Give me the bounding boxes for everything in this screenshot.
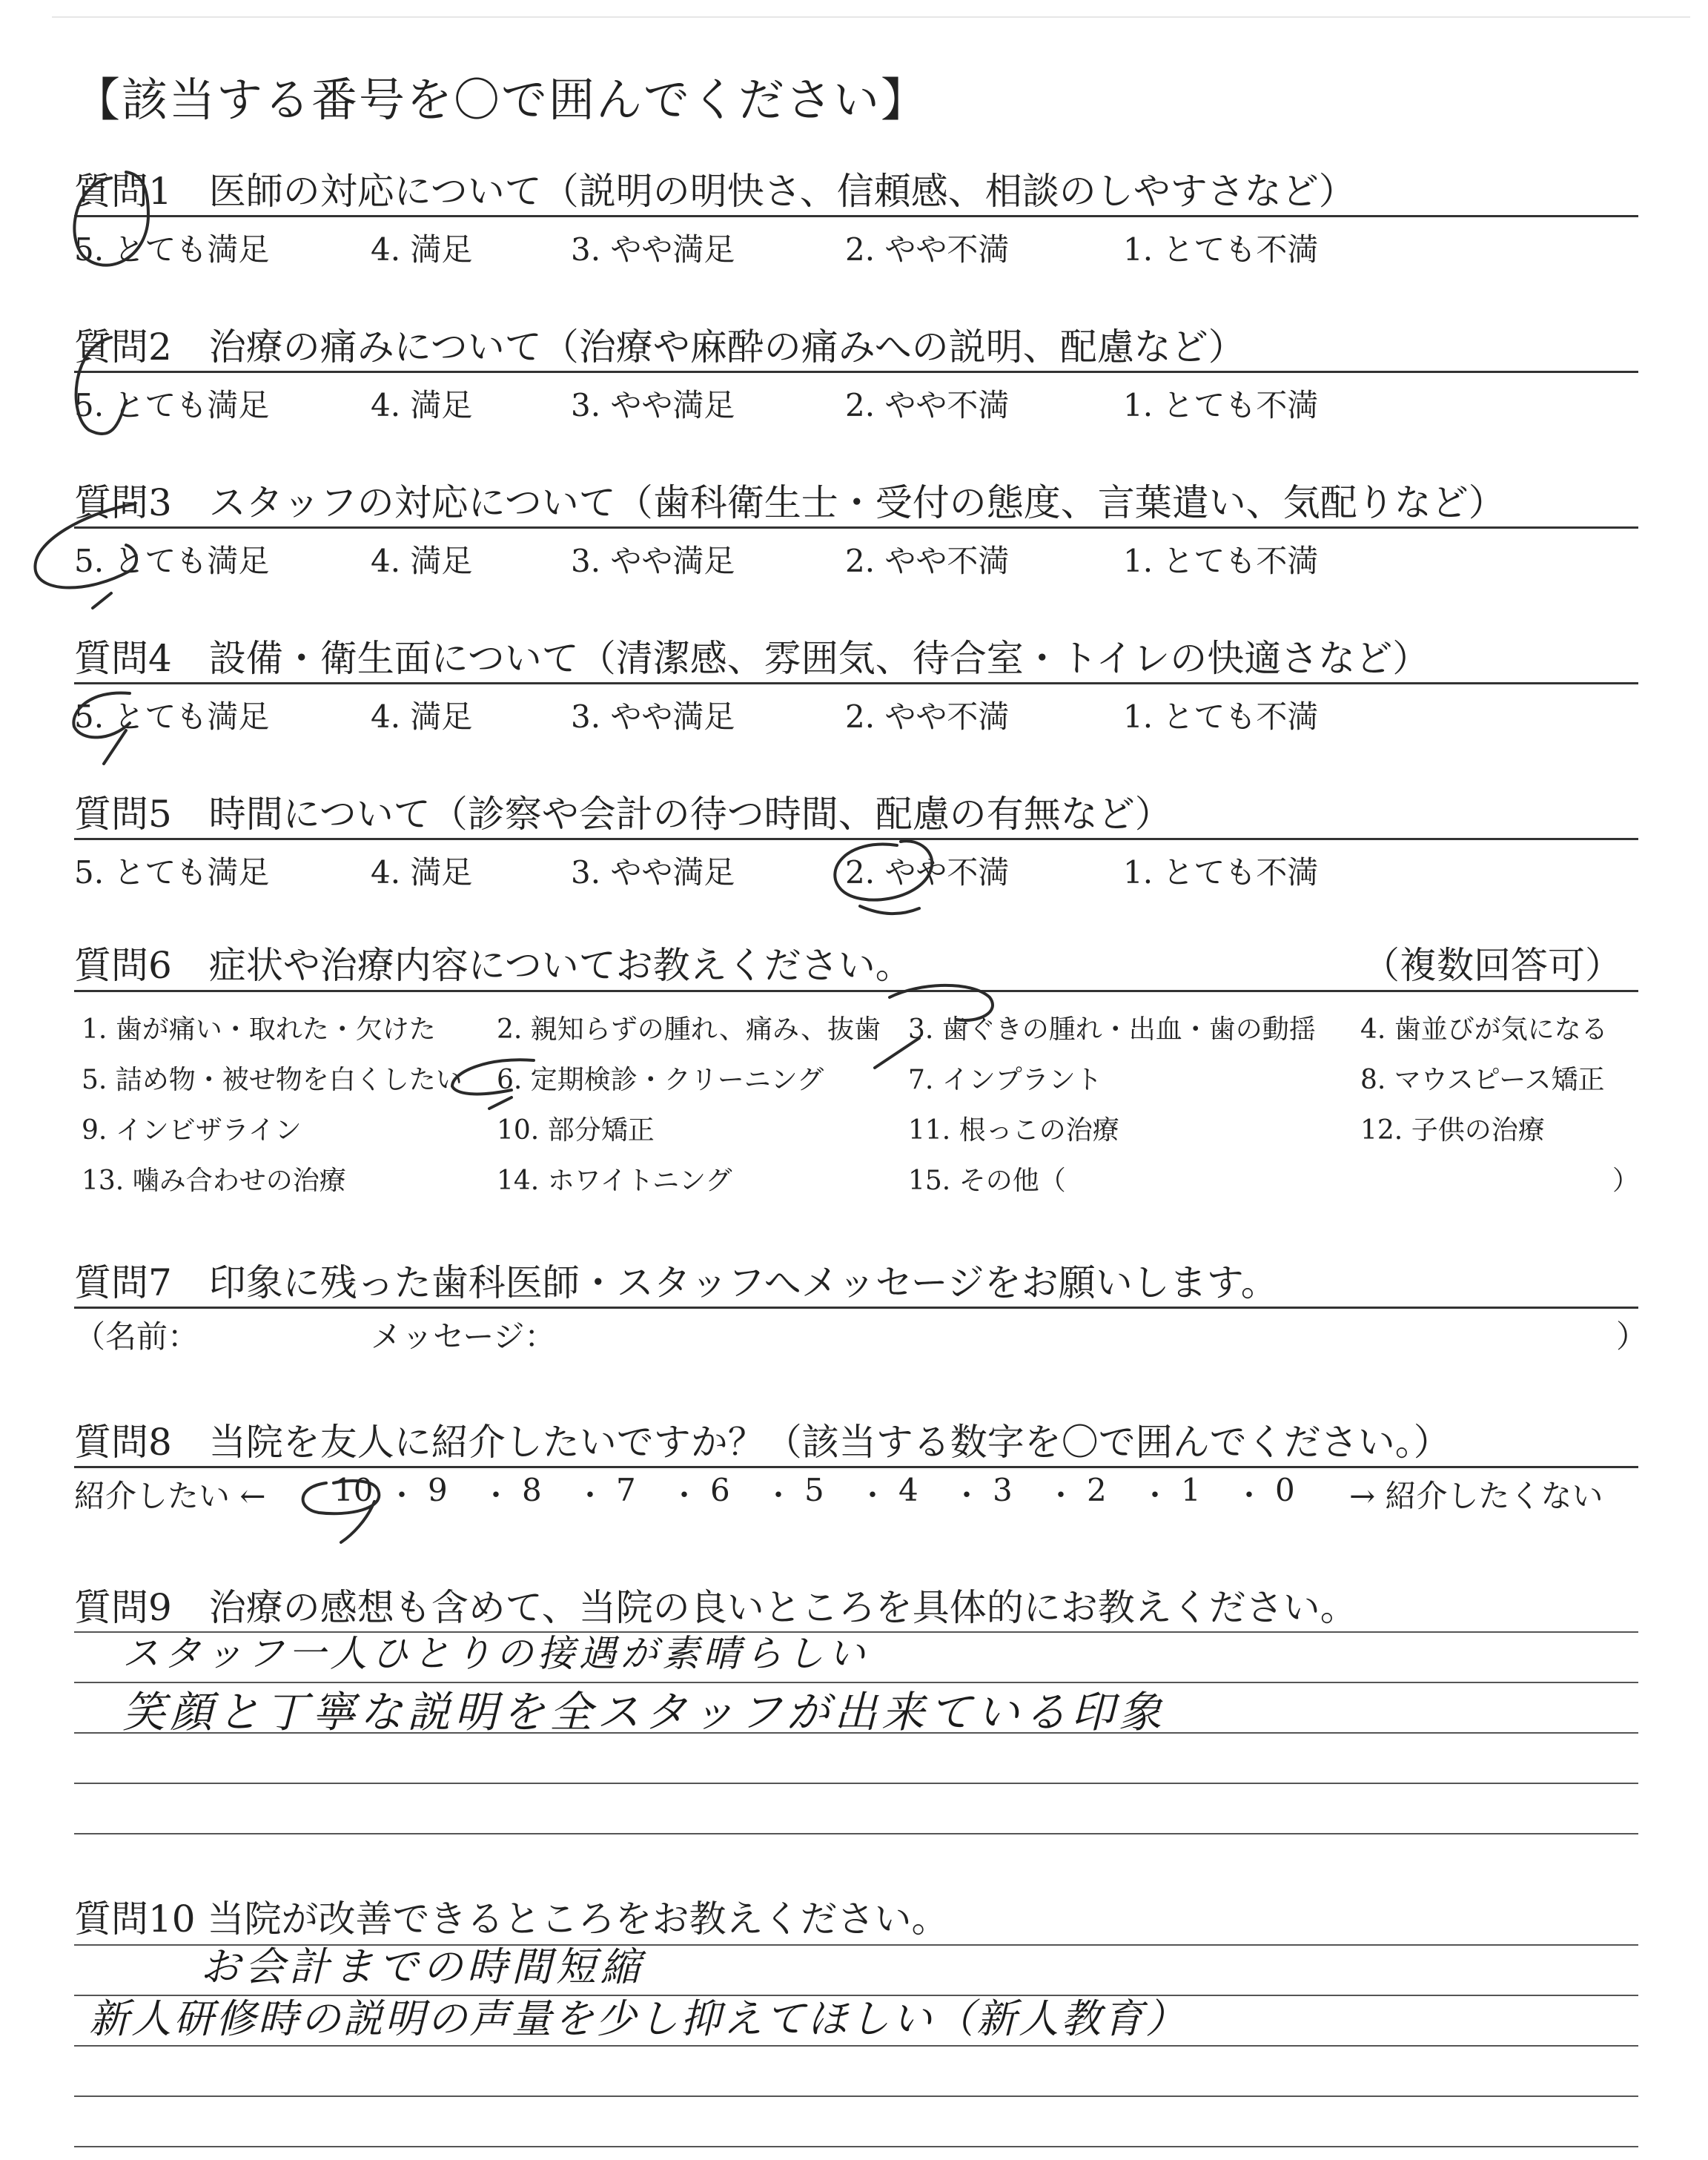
q8-scale-5[interactable]: 5 <box>804 1472 824 1508</box>
q6-option-10[interactable]: 10. 部分矯正 <box>497 1115 655 1146</box>
q6-option-2[interactable]: 2. 親知らずの腫れ、痛み、抜歯 <box>497 1014 881 1045</box>
q6-option-4[interactable]: 4. 歯並びが気になる <box>1360 1014 1608 1045</box>
q5-option-5[interactable]: 5. とても満足 <box>74 854 270 891</box>
q5-option-3[interactable]: 3. やや満足 <box>571 854 735 891</box>
q8-scale-4[interactable]: 4 <box>898 1472 918 1508</box>
q4-option-2[interactable]: 2. やや不満 <box>845 698 1010 735</box>
q8-separator: ・ <box>764 1479 793 1513</box>
q8-scale-8[interactable]: 8 <box>522 1472 542 1508</box>
q7-name-label: （名前： <box>74 1318 199 1355</box>
q1-option-4[interactable]: 4. 満足 <box>371 231 473 268</box>
q8-right-label: → 紹介したくない <box>1349 1478 1603 1514</box>
q2-option-4[interactable]: 4. 満足 <box>371 387 473 423</box>
q2-circle-mark <box>76 337 126 434</box>
q2-option-2[interactable]: 2. やや不満 <box>845 387 1010 423</box>
q8-separator: ・ <box>1140 1479 1170 1513</box>
q3-title: 質問3 スタッフの対応について（歯科衛生士・受付の態度、言葉遣い、気配りなど） <box>74 481 1506 524</box>
q10-answer-1: お会計までの時間短縮 <box>200 1943 645 1990</box>
q1-circle-mark <box>74 172 148 265</box>
q6-option-9[interactable]: 9. インビザライン <box>82 1115 302 1146</box>
q6-item6-circle-mark <box>452 1060 534 1109</box>
q8-scale-9[interactable]: 9 <box>428 1472 448 1508</box>
q6-option-14[interactable]: 14. ホワイトニング <box>497 1166 732 1196</box>
q1-title: 質問1 医師の対応について（説明の明快さ、信頼感、相談のしやすさなど） <box>74 170 1356 213</box>
q8-scale-0[interactable]: 0 <box>1275 1472 1295 1508</box>
q5-circle-mark <box>835 841 932 914</box>
q1-option-2[interactable]: 2. やや不満 <box>845 231 1010 268</box>
q2-option-5[interactable]: 5. とても満足 <box>74 387 270 423</box>
q3-option-1[interactable]: 1. とても不満 <box>1123 543 1319 579</box>
q8-left-label: 紹介したい ← <box>74 1478 266 1514</box>
q8-scale-10[interactable]: 10 <box>334 1472 374 1508</box>
q4-circle-mark <box>73 693 130 764</box>
q3-option-3[interactable]: 3. やや満足 <box>571 543 735 579</box>
q6-other-close-paren: ） <box>1612 1166 1640 1196</box>
q6-title: 質問6 症状や治療内容についてお教えください。 <box>74 944 913 987</box>
q7-close-paren: ） <box>1616 1318 1648 1355</box>
q9-title: 質問9 治療の感想も含めて、当院の良いところを具体的にお教えください。 <box>74 1586 1357 1629</box>
q1-option-5[interactable]: 5. とても満足 <box>74 231 270 268</box>
q8-scale-6[interactable]: 6 <box>710 1472 730 1508</box>
q10-answer-2: 新人研修時の説明の声量を少し抑えてほしい（新人教育） <box>89 1995 1188 2042</box>
q7-title: 質問7 印象に残った歯科医師・スタッフへメッセージをお願いします。 <box>74 1261 1278 1304</box>
page-heading: 【該当する番号を〇で囲んでください】 <box>74 73 929 127</box>
q8-separator: ・ <box>387 1479 417 1513</box>
q9-answer-2: 笑顔と丁寧な説明を全スタッフが出来ている印象 <box>122 1687 1167 1737</box>
q8-scale-2[interactable]: 2 <box>1087 1472 1107 1508</box>
q8-separator: ・ <box>858 1479 887 1513</box>
q8-scale-3[interactable]: 3 <box>993 1472 1013 1508</box>
q6-option-12[interactable]: 12. 子供の治療 <box>1360 1115 1545 1146</box>
q6-option-7[interactable]: 7. インプラント <box>908 1065 1102 1095</box>
q4-option-5[interactable]: 5. とても満足 <box>74 698 270 735</box>
q6-option-8[interactable]: 8. マウスピース矯正 <box>1360 1065 1605 1095</box>
q8-separator: ・ <box>575 1479 605 1513</box>
q8-separator: ・ <box>952 1479 982 1513</box>
q8-separator: ・ <box>669 1479 699 1513</box>
q6-option-1[interactable]: 1. 歯が痛い・取れた・欠けた <box>82 1014 436 1045</box>
q1-option-1[interactable]: 1. とても不満 <box>1123 231 1319 268</box>
q6-item3-circle-mark <box>890 985 993 1020</box>
q7-message-label: メッセージ： <box>371 1318 556 1355</box>
q1-option-3[interactable]: 3. やや満足 <box>571 231 735 268</box>
q6-option-15[interactable]: 15. その他（ <box>908 1166 1066 1196</box>
q6-option-13[interactable]: 13. 噛み合わせの治療 <box>82 1166 346 1196</box>
q2-title: 質問2 治療の痛みについて（治療や麻酔の痛みへの説明、配慮など） <box>74 326 1245 369</box>
q8-scale-1[interactable]: 1 <box>1181 1472 1201 1508</box>
q2-option-3[interactable]: 3. やや満足 <box>571 387 735 423</box>
q8-scale-7[interactable]: 7 <box>616 1472 636 1508</box>
q5-option-2[interactable]: 2. やや不満 <box>845 854 1010 891</box>
q8-circle-mark <box>303 1481 380 1542</box>
q10-title: 質問10 当院が改善できるところをお教えください。 <box>74 1898 949 1941</box>
q6-option-11[interactable]: 11. 根っこの治療 <box>908 1115 1119 1146</box>
q3-option-2[interactable]: 2. やや不満 <box>845 543 1010 579</box>
q8-separator: ・ <box>1234 1479 1264 1513</box>
q5-option-1[interactable]: 1. とても不満 <box>1123 854 1319 891</box>
q4-option-1[interactable]: 1. とても不満 <box>1123 698 1319 735</box>
q5-option-4[interactable]: 4. 満足 <box>371 854 473 891</box>
q6-option-5[interactable]: 5. 詰め物・被せ物を白くしたい <box>82 1065 463 1095</box>
q5-title: 質問5 時間について（診察や会計の待つ時間、配慮の有無など） <box>74 793 1172 836</box>
q3-option-5[interactable]: 5. とても満足 <box>74 543 270 579</box>
q6-note: （複数回答可） <box>1363 944 1622 987</box>
q4-option-4[interactable]: 4. 満足 <box>371 698 473 735</box>
q4-title: 質問4 設備・衛生面について（清潔感、雰囲気、待合室・トイレの快適さなど） <box>74 637 1430 680</box>
q9-answer-1: スタッフ一人ひとりの接遇が素晴らしい <box>122 1632 870 1675</box>
q8-title: 質問8 当院を友人に紹介したいですか？（該当する数字を〇で囲んでください。） <box>74 1421 1451 1464</box>
q3-option-4[interactable]: 4. 満足 <box>371 543 473 579</box>
q3-circle-mark <box>35 504 136 608</box>
q4-option-3[interactable]: 3. やや満足 <box>571 698 735 735</box>
q8-separator: ・ <box>1046 1479 1076 1513</box>
q6-option-6[interactable]: 6. 定期検診・クリーニング <box>497 1065 824 1095</box>
q6-item3-stroke-mark <box>875 1038 919 1068</box>
q6-option-3[interactable]: 3. 歯ぐきの腫れ・出血・歯の動揺 <box>908 1014 1316 1045</box>
q2-option-1[interactable]: 1. とても不満 <box>1123 387 1319 423</box>
q8-separator: ・ <box>481 1479 511 1513</box>
